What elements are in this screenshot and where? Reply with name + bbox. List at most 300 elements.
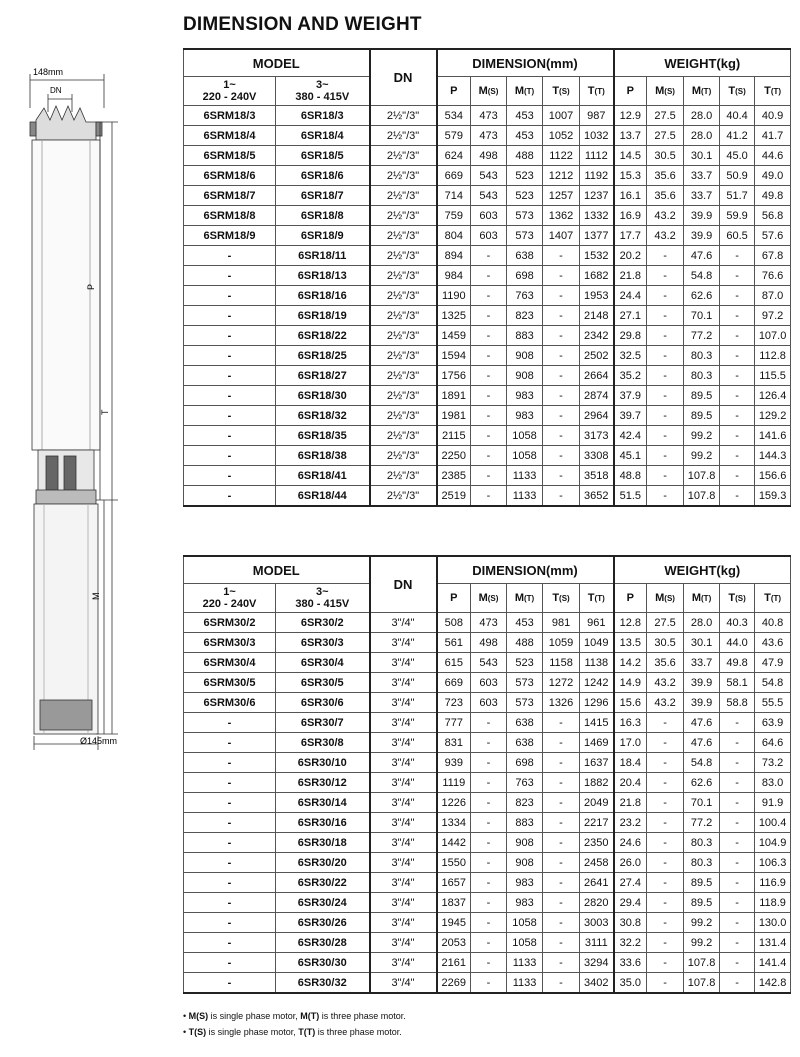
model-cell: 6SR18/30 xyxy=(276,386,370,406)
value-cell: 2148 xyxy=(580,306,614,326)
dn-header: DN xyxy=(370,556,437,613)
value-cell: 29.4 xyxy=(614,893,647,913)
value-cell: 1122 xyxy=(543,146,580,166)
value-cell: - xyxy=(647,953,684,973)
value-cell: 13.7 xyxy=(614,126,647,146)
value-cell: 638 xyxy=(507,733,543,753)
value-cell: - xyxy=(471,366,507,386)
value-cell: 698 xyxy=(507,753,543,773)
model-cell: - xyxy=(184,713,276,733)
value-cell: 3"/4" xyxy=(370,693,437,713)
model-cell: 6SR30/22 xyxy=(276,873,370,893)
value-cell: - xyxy=(543,713,580,733)
model-cell: 6SR18/32 xyxy=(276,406,370,426)
value-cell: 43.2 xyxy=(647,693,684,713)
table-row xyxy=(184,973,791,994)
single-phase-header: 1~ 220 - 240V xyxy=(184,584,276,613)
table-row xyxy=(184,166,791,186)
value-cell: 49.8 xyxy=(755,186,791,206)
value-cell: 2350 xyxy=(580,833,614,853)
value-cell: - xyxy=(720,733,755,753)
t-label: T xyxy=(100,409,110,415)
value-cell: 57.6 xyxy=(755,226,791,246)
value-cell: 33.7 xyxy=(684,186,720,206)
model-cell: 6SR30/14 xyxy=(276,793,370,813)
value-cell: 97.2 xyxy=(755,306,791,326)
value-cell: 80.3 xyxy=(684,346,720,366)
value-cell: - xyxy=(647,466,684,486)
value-cell: 3173 xyxy=(580,426,614,446)
table-row xyxy=(184,386,791,406)
value-cell: 35.6 xyxy=(647,166,684,186)
value-cell: - xyxy=(543,466,580,486)
model-cell: 6SR18/7 xyxy=(276,186,370,206)
value-cell: 42.4 xyxy=(614,426,647,446)
value-cell: - xyxy=(543,833,580,853)
value-cell: 2115 xyxy=(437,426,471,446)
value-cell: - xyxy=(543,306,580,326)
value-cell: 2458 xyxy=(580,853,614,873)
value-cell: 1459 xyxy=(437,326,471,346)
col-ms: M(S) xyxy=(471,584,507,613)
value-cell: 2½"/3" xyxy=(370,366,437,386)
model-cell: 6SR18/27 xyxy=(276,366,370,386)
col-tt: T(T) xyxy=(580,584,614,613)
value-cell: 939 xyxy=(437,753,471,773)
model-header: MODEL xyxy=(184,49,370,77)
model-cell: - xyxy=(184,833,276,853)
width-label: 148mm xyxy=(33,67,64,77)
value-cell: 983 xyxy=(507,406,543,426)
value-cell: 73.2 xyxy=(755,753,791,773)
table-row xyxy=(184,753,791,773)
value-cell: 2049 xyxy=(580,793,614,813)
value-cell: 12.9 xyxy=(614,106,647,126)
model-cell: 6SR18/11 xyxy=(276,246,370,266)
value-cell: 14.9 xyxy=(614,673,647,693)
value-cell: - xyxy=(720,286,755,306)
value-cell: 1112 xyxy=(580,146,614,166)
value-cell: 603 xyxy=(471,673,507,693)
model-cell: - xyxy=(184,853,276,873)
value-cell: 2964 xyxy=(580,406,614,426)
value-cell: 141.6 xyxy=(755,426,791,446)
model-cell: 6SR30/28 xyxy=(276,933,370,953)
value-cell: 561 xyxy=(437,633,471,653)
value-cell: 41.7 xyxy=(755,126,791,146)
value-cell: 1334 xyxy=(437,813,471,833)
value-cell: 27.5 xyxy=(647,106,684,126)
model-cell: 6SR30/24 xyxy=(276,893,370,913)
value-cell: 1953 xyxy=(580,286,614,306)
value-cell: 523 xyxy=(507,653,543,673)
col-ts: T(S) xyxy=(543,584,580,613)
value-cell: 39.7 xyxy=(614,406,647,426)
value-cell: - xyxy=(543,753,580,773)
value-cell: 883 xyxy=(507,326,543,346)
table-row xyxy=(184,813,791,833)
value-cell: 115.5 xyxy=(755,366,791,386)
value-cell: - xyxy=(471,326,507,346)
value-cell: 2053 xyxy=(437,933,471,953)
value-cell: 1325 xyxy=(437,306,471,326)
table-row xyxy=(184,693,791,713)
table-row xyxy=(184,346,791,366)
value-cell: - xyxy=(647,833,684,853)
weight-header: WEIGHT(kg) xyxy=(614,49,791,77)
value-cell: 21.8 xyxy=(614,793,647,813)
table-row xyxy=(184,146,791,166)
value-cell: 1059 xyxy=(543,633,580,653)
col-ms: M(S) xyxy=(471,77,507,106)
value-cell: 1133 xyxy=(507,973,543,994)
col-wtt: T(T) xyxy=(755,584,791,613)
value-cell: 14.2 xyxy=(614,653,647,673)
value-cell: 1945 xyxy=(437,913,471,933)
value-cell: - xyxy=(471,953,507,973)
value-cell: - xyxy=(471,873,507,893)
value-cell: 1362 xyxy=(543,206,580,226)
value-cell: 573 xyxy=(507,206,543,226)
value-cell: - xyxy=(720,833,755,853)
value-cell: 107.8 xyxy=(684,486,720,507)
value-cell: 3"/4" xyxy=(370,673,437,693)
value-cell: 1133 xyxy=(507,953,543,973)
value-cell: 2½"/3" xyxy=(370,386,437,406)
value-cell: 894 xyxy=(437,246,471,266)
value-cell: 3"/4" xyxy=(370,893,437,913)
value-cell: 30.5 xyxy=(647,633,684,653)
value-cell: - xyxy=(720,306,755,326)
table-row xyxy=(184,673,791,693)
value-cell: 723 xyxy=(437,693,471,713)
value-cell: 118.9 xyxy=(755,893,791,913)
model-cell: 6SR30/4 xyxy=(276,653,370,673)
value-cell: 20.4 xyxy=(614,773,647,793)
value-cell: 20.2 xyxy=(614,246,647,266)
value-cell: 453 xyxy=(507,106,543,126)
model-cell: 6SR18/35 xyxy=(276,426,370,446)
value-cell: - xyxy=(543,266,580,286)
value-cell: 47.6 xyxy=(684,246,720,266)
value-cell: 1119 xyxy=(437,773,471,793)
value-cell: - xyxy=(543,893,580,913)
model-cell: 6SRM30/2 xyxy=(184,613,276,633)
value-cell: 47.9 xyxy=(755,653,791,673)
model-cell: 6SRM18/4 xyxy=(184,126,276,146)
value-cell: 2641 xyxy=(580,873,614,893)
model-cell: 6SR18/3 xyxy=(276,106,370,126)
value-cell: 15.3 xyxy=(614,166,647,186)
value-cell: 2½"/3" xyxy=(370,346,437,366)
table-row xyxy=(184,486,791,507)
model-cell: - xyxy=(184,813,276,833)
value-cell: 129.2 xyxy=(755,406,791,426)
value-cell: 473 xyxy=(471,126,507,146)
value-cell: - xyxy=(471,486,507,507)
value-cell: 56.8 xyxy=(755,206,791,226)
value-cell: 87.0 xyxy=(755,286,791,306)
value-cell: 1058 xyxy=(507,446,543,466)
value-cell: 62.6 xyxy=(684,286,720,306)
value-cell: 28.0 xyxy=(684,126,720,146)
value-cell: - xyxy=(471,246,507,266)
value-cell: 1332 xyxy=(580,206,614,226)
value-cell: 54.8 xyxy=(684,266,720,286)
value-cell: 2820 xyxy=(580,893,614,913)
model-cell: 6SR30/10 xyxy=(276,753,370,773)
table-row xyxy=(184,873,791,893)
value-cell: - xyxy=(647,306,684,326)
value-cell: 50.9 xyxy=(720,166,755,186)
value-cell: 1377 xyxy=(580,226,614,246)
col-wmt: M(T) xyxy=(684,584,720,613)
value-cell: 41.2 xyxy=(720,126,755,146)
value-cell: 3003 xyxy=(580,913,614,933)
value-cell: 131.4 xyxy=(755,933,791,953)
value-cell: 1272 xyxy=(543,673,580,693)
table-row xyxy=(184,773,791,793)
value-cell: 35.0 xyxy=(614,973,647,994)
value-cell: - xyxy=(471,426,507,446)
value-cell: 116.9 xyxy=(755,873,791,893)
model-cell: - xyxy=(184,773,276,793)
col-p: P xyxy=(437,77,471,106)
model-cell: - xyxy=(184,326,276,346)
value-cell: 1212 xyxy=(543,166,580,186)
value-cell: 908 xyxy=(507,853,543,873)
value-cell: 27.1 xyxy=(614,306,647,326)
value-cell: 106.3 xyxy=(755,853,791,873)
value-cell: 33.6 xyxy=(614,953,647,973)
value-cell: 1882 xyxy=(580,773,614,793)
value-cell: 669 xyxy=(437,673,471,693)
value-cell: 18.4 xyxy=(614,753,647,773)
value-cell: 3"/4" xyxy=(370,633,437,653)
value-cell: - xyxy=(720,853,755,873)
value-cell: - xyxy=(471,833,507,853)
model-cell: - xyxy=(184,446,276,466)
value-cell: 3308 xyxy=(580,446,614,466)
col-wtt: T(T) xyxy=(755,77,791,106)
value-cell: 16.9 xyxy=(614,206,647,226)
value-cell: 1133 xyxy=(507,486,543,507)
value-cell: 573 xyxy=(507,673,543,693)
dimension-header: DIMENSION(mm) xyxy=(437,49,614,77)
model-cell: 6SR18/5 xyxy=(276,146,370,166)
value-cell: 15.6 xyxy=(614,693,647,713)
table-row xyxy=(184,446,791,466)
value-cell: 2½"/3" xyxy=(370,326,437,346)
model-cell: 6SR30/30 xyxy=(276,953,370,973)
spec-table-6sr30 xyxy=(183,555,791,994)
col-wms: M(S) xyxy=(647,584,684,613)
value-cell: 80.3 xyxy=(684,833,720,853)
value-cell: 2217 xyxy=(580,813,614,833)
m-label: M xyxy=(91,592,101,600)
value-cell: - xyxy=(543,853,580,873)
value-cell: - xyxy=(647,346,684,366)
value-cell: 2½"/3" xyxy=(370,306,437,326)
value-cell: - xyxy=(471,286,507,306)
value-cell: 1032 xyxy=(580,126,614,146)
model-cell: 6SR18/41 xyxy=(276,466,370,486)
model-cell: 6SR30/32 xyxy=(276,973,370,994)
value-cell: 908 xyxy=(507,366,543,386)
model-cell: 6SRM30/6 xyxy=(184,693,276,713)
value-cell: 39.9 xyxy=(684,206,720,226)
model-cell: 6SRM18/6 xyxy=(184,166,276,186)
value-cell: 523 xyxy=(507,166,543,186)
value-cell: 3"/4" xyxy=(370,613,437,633)
value-cell: 777 xyxy=(437,713,471,733)
table-row xyxy=(184,126,791,146)
value-cell: - xyxy=(647,246,684,266)
value-cell: 17.7 xyxy=(614,226,647,246)
col-wp: P xyxy=(614,584,647,613)
value-cell: 603 xyxy=(471,693,507,713)
model-cell: - xyxy=(184,486,276,507)
p-label: P xyxy=(86,283,96,290)
value-cell: 51.7 xyxy=(720,186,755,206)
value-cell: 1058 xyxy=(507,913,543,933)
value-cell: 58.1 xyxy=(720,673,755,693)
value-cell: - xyxy=(720,713,755,733)
col-ts: T(S) xyxy=(543,77,580,106)
value-cell: 33.7 xyxy=(684,653,720,673)
value-cell: 1158 xyxy=(543,653,580,673)
value-cell: - xyxy=(720,426,755,446)
value-cell: 3"/4" xyxy=(370,913,437,933)
value-cell: - xyxy=(543,286,580,306)
value-cell: - xyxy=(720,973,755,994)
value-cell: 2½"/3" xyxy=(370,266,437,286)
value-cell: 2½"/3" xyxy=(370,166,437,186)
table-row xyxy=(184,306,791,326)
value-cell: - xyxy=(720,406,755,426)
value-cell: 2½"/3" xyxy=(370,126,437,146)
value-cell: - xyxy=(647,713,684,733)
value-cell: 35.6 xyxy=(647,186,684,206)
value-cell: - xyxy=(471,406,507,426)
footnotes xyxy=(183,1008,406,1040)
value-cell: 13.5 xyxy=(614,633,647,653)
model-cell: 6SR18/38 xyxy=(276,446,370,466)
value-cell: 27.5 xyxy=(647,613,684,633)
value-cell: - xyxy=(720,953,755,973)
value-cell: 1138 xyxy=(580,653,614,673)
table-row xyxy=(184,613,791,633)
value-cell: 763 xyxy=(507,773,543,793)
value-cell: 99.2 xyxy=(684,446,720,466)
model-cell: 6SR30/5 xyxy=(276,673,370,693)
table-row xyxy=(184,186,791,206)
model-cell: 6SR30/6 xyxy=(276,693,370,713)
value-cell: - xyxy=(471,853,507,873)
model-cell: - xyxy=(184,793,276,813)
value-cell: - xyxy=(543,733,580,753)
value-cell: 2½"/3" xyxy=(370,186,437,206)
model-cell: 6SR18/25 xyxy=(276,346,370,366)
value-cell: 714 xyxy=(437,186,471,206)
value-cell: - xyxy=(647,326,684,346)
value-cell: 908 xyxy=(507,833,543,853)
value-cell: 2½"/3" xyxy=(370,226,437,246)
model-cell: - xyxy=(184,346,276,366)
value-cell: 804 xyxy=(437,226,471,246)
model-cell: 6SRM18/3 xyxy=(184,106,276,126)
table-row xyxy=(184,633,791,653)
value-cell: 126.4 xyxy=(755,386,791,406)
value-cell: 603 xyxy=(471,226,507,246)
dn-header: DN xyxy=(370,49,437,106)
value-cell: - xyxy=(720,246,755,266)
value-cell: 3"/4" xyxy=(370,833,437,853)
value-cell: 49.8 xyxy=(720,653,755,673)
table-row xyxy=(184,406,791,426)
value-cell: - xyxy=(543,386,580,406)
model-cell: 6SR30/8 xyxy=(276,733,370,753)
table-row xyxy=(184,833,791,853)
value-cell: 1981 xyxy=(437,406,471,426)
value-cell: 24.4 xyxy=(614,286,647,306)
value-cell: 43.2 xyxy=(647,206,684,226)
value-cell: 573 xyxy=(507,693,543,713)
value-cell: 1469 xyxy=(580,733,614,753)
value-cell: 144.3 xyxy=(755,446,791,466)
value-cell: 26.0 xyxy=(614,853,647,873)
model-cell: - xyxy=(184,913,276,933)
col-mt: M(T) xyxy=(507,77,543,106)
value-cell: 40.4 xyxy=(720,106,755,126)
value-cell: 24.6 xyxy=(614,833,647,853)
value-cell: - xyxy=(647,793,684,813)
value-cell: 3"/4" xyxy=(370,713,437,733)
model-cell: - xyxy=(184,466,276,486)
value-cell: 32.5 xyxy=(614,346,647,366)
value-cell: 3652 xyxy=(580,486,614,507)
value-cell: 47.6 xyxy=(684,733,720,753)
value-cell: 27.4 xyxy=(614,873,647,893)
value-cell: 44.0 xyxy=(720,633,755,653)
value-cell: 43.2 xyxy=(647,226,684,246)
value-cell: 2½"/3" xyxy=(370,146,437,166)
value-cell: 30.1 xyxy=(684,146,720,166)
value-cell: 70.1 xyxy=(684,306,720,326)
model-cell: 6SR18/9 xyxy=(276,226,370,246)
model-cell: - xyxy=(184,933,276,953)
value-cell: 543 xyxy=(471,653,507,673)
value-cell: 28.0 xyxy=(684,613,720,633)
value-cell: 1891 xyxy=(437,386,471,406)
value-cell: 3"/4" xyxy=(370,953,437,973)
model-cell: 6SRM18/8 xyxy=(184,206,276,226)
footnote-2: • T(S) is single phase motor, T(T) is three phase motor. xyxy=(183,1027,402,1037)
table-row xyxy=(184,953,791,973)
value-cell: - xyxy=(647,286,684,306)
model-cell: 6SR30/26 xyxy=(276,913,370,933)
value-cell: 2½"/3" xyxy=(370,246,437,266)
value-cell: - xyxy=(543,346,580,366)
value-cell: 44.6 xyxy=(755,146,791,166)
value-cell: 3"/4" xyxy=(370,733,437,753)
value-cell: 89.5 xyxy=(684,873,720,893)
value-cell: - xyxy=(543,486,580,507)
value-cell: 49.0 xyxy=(755,166,791,186)
model-cell: 6SR18/8 xyxy=(276,206,370,226)
value-cell: 983 xyxy=(507,893,543,913)
model-cell: 6SRM18/7 xyxy=(184,186,276,206)
